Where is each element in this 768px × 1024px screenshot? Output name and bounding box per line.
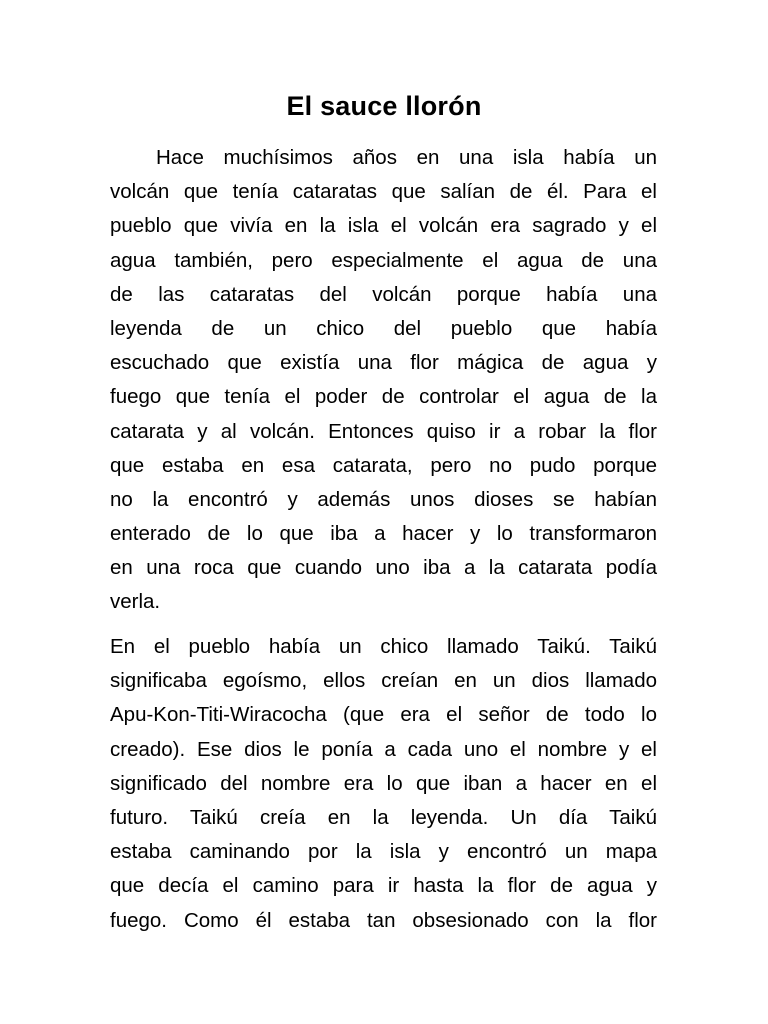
paragraph-line: significaba egoísmo, ellos creían en un dios llamado: [110, 669, 657, 693]
paragraph-line: leyenda de un chico del pueblo que había: [110, 316, 657, 340]
paragraph-line: escuchado que existía una flor mágica de agua y: [110, 351, 657, 375]
document-title: El sauce llorón: [286, 91, 482, 121]
paragraph-line: creado). Ese dios le ponía a cada uno el nombre y el: [110, 737, 657, 761]
paragraph-line: que decía el camino para ir hasta la flor de agua y: [110, 874, 657, 898]
paragraph-line: futuro. Taikú creía en la leyenda. Un día Taikú: [110, 805, 657, 829]
paragraph-line: de las cataratas del volcán porque había una: [110, 282, 657, 306]
paragraph-line: que estaba en esa catarata, pero no pudo porque: [110, 453, 657, 477]
paragraph-line: fuego. Como él estaba tan obsesionado con la flor: [110, 908, 657, 932]
paragraph-line: en una roca que cuando uno iba a la catarata podía: [110, 556, 657, 580]
paragraph-line: Apu-Kon-Titi-Wiracocha (que era el señor de todo lo: [110, 703, 657, 727]
paragraph-2: [110, 630, 657, 938]
paragraph-line: agua también, pero especialmente el agua de una: [110, 248, 657, 272]
paragraph-line: fuego que tenía el poder de controlar el agua de la: [110, 385, 657, 409]
paragraph-line: En el pueblo había un chico llamado Taikú. Taikú: [110, 635, 657, 658]
paragraph-line: Hace muchísimos años en una isla había un: [156, 146, 657, 169]
paragraph-line: verla.: [110, 590, 161, 614]
paragraph-line: estaba caminando por la isla y encontró un mapa: [110, 840, 657, 864]
paragraph-line: pueblo que vivía en la isla el volcán era sagrado y el: [110, 214, 657, 238]
paragraph-line: enterado de lo que iba a hacer y lo transformaron: [110, 522, 657, 546]
paragraph-line: volcán que tenía cataratas que salían de él. Para el: [110, 180, 657, 204]
paragraph-line: significado del nombre era lo que iban a hacer en el: [110, 771, 657, 795]
paragraph-line: catarata y al volcán. Entonces quiso ir a robar la flor: [110, 419, 657, 443]
paragraph-line: no la encontró y además unos dioses se habían: [110, 487, 657, 511]
paragraph-1: [110, 141, 657, 620]
